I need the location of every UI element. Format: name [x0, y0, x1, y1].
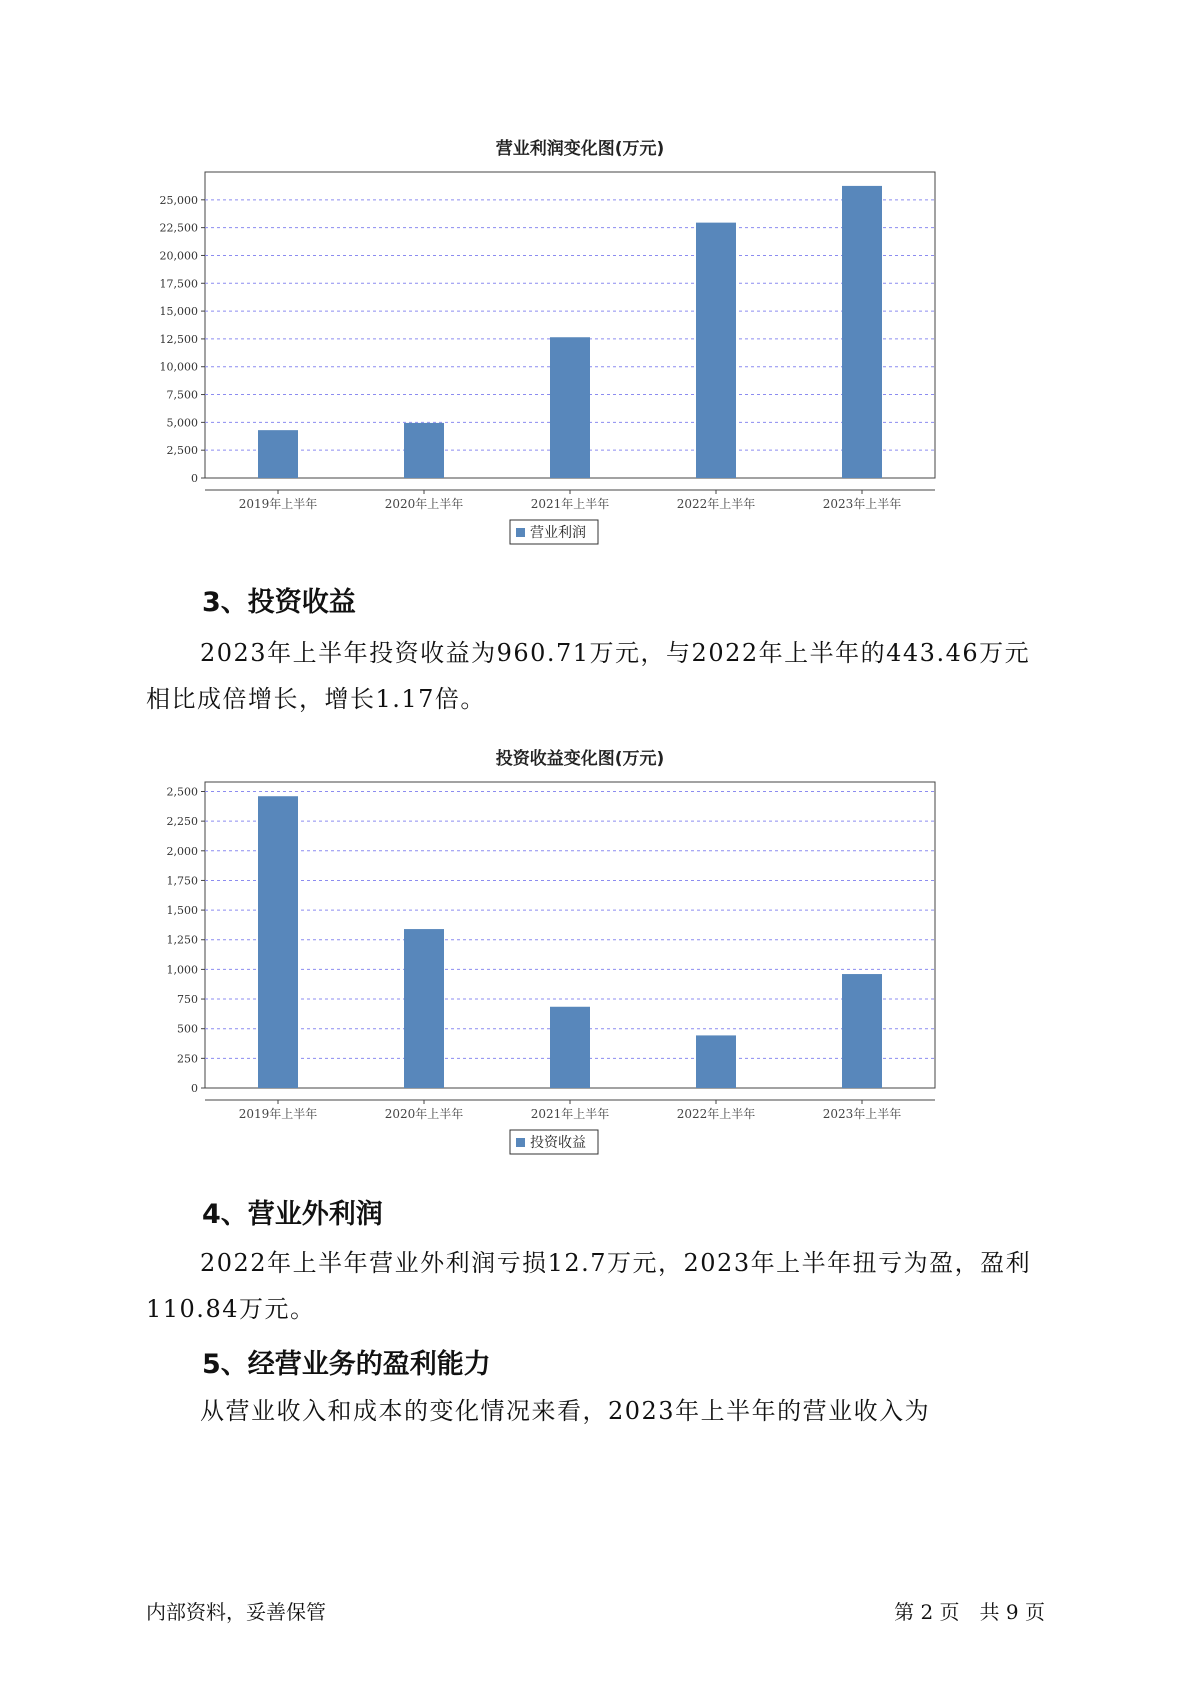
y-tick-label: 1,750	[166, 874, 198, 888]
y-tick-label: 25,000	[159, 193, 198, 207]
x-tick-label: 2022年上半年	[676, 1107, 756, 1121]
y-tick-label: 750	[177, 993, 198, 1007]
y-tick-label: 2,500	[166, 444, 198, 458]
y-tick-label: 2,500	[166, 785, 198, 799]
legend-swatch	[516, 1138, 525, 1147]
y-tick-label: 5,000	[166, 416, 198, 430]
footer-confidential-note: 内部资料，妥善保管	[146, 1600, 326, 1624]
y-tick-label: 2,250	[166, 815, 198, 829]
operating-profit-chart	[140, 132, 1020, 562]
section-3-heading: 3、投资收益	[202, 587, 356, 618]
x-tick-label: 2022年上半年	[676, 497, 756, 511]
x-tick-label: 2020年上半年	[384, 1107, 464, 1121]
section-5-paragraph: 从营业收入和成本的变化情况来看，2023年上半年的营业收入为	[200, 1397, 931, 1425]
investment-income-chart	[140, 742, 1020, 1162]
y-tick-label: 0	[191, 472, 198, 485]
chart-svg	[140, 772, 1020, 1192]
y-tick-label: 7,500	[166, 388, 198, 402]
y-tick-label: 500	[177, 1022, 198, 1036]
y-tick-label: 20,000	[159, 249, 198, 263]
legend-label: 投资收益	[530, 1135, 586, 1151]
bar	[258, 430, 298, 478]
legend-label: 营业利润	[530, 525, 586, 541]
bar	[696, 1035, 736, 1088]
chart-title: 营业利润变化图(万元)	[495, 139, 665, 159]
bar	[550, 337, 590, 478]
x-tick-label: 2019年上半年	[238, 1107, 318, 1121]
y-tick-label: 2,000	[166, 844, 198, 858]
x-tick-label: 2019年上半年	[238, 497, 318, 511]
bar	[258, 796, 298, 1088]
bar	[404, 929, 444, 1088]
y-tick-label: 15,000	[159, 305, 198, 319]
y-tick-label: 10,000	[159, 360, 198, 374]
legend-swatch	[516, 528, 525, 537]
bar	[842, 186, 882, 478]
y-tick-label: 0	[191, 1082, 198, 1095]
x-tick-label: 2021年上半年	[530, 497, 610, 511]
bar	[404, 423, 444, 478]
bar	[696, 223, 736, 478]
x-tick-label: 2023年上半年	[822, 497, 902, 511]
y-tick-label: 250	[177, 1052, 198, 1066]
x-tick-label: 2021年上半年	[530, 1107, 610, 1121]
y-tick-label: 12,500	[159, 332, 198, 346]
section-3-paragraph: 2023年上半年投资收益为960.71万元，与2022年上半年的443.46万元相比成倍增长，增长1.17倍。	[146, 639, 1031, 713]
section-4-heading: 4、营业外利润	[202, 1199, 383, 1230]
footer-page-number: 第 2 页 共 9 页	[894, 1600, 1045, 1624]
bar	[842, 974, 882, 1088]
bar	[550, 1007, 590, 1088]
y-tick-label: 1,000	[166, 963, 198, 977]
x-tick-label: 2023年上半年	[822, 1107, 902, 1121]
chart-svg	[140, 162, 1020, 582]
y-tick-label: 1,250	[166, 933, 198, 947]
y-tick-label: 1,500	[166, 904, 198, 918]
y-tick-label: 17,500	[159, 277, 198, 291]
y-tick-label: 22,500	[159, 221, 198, 235]
section-5-heading: 5、经营业务的盈利能力	[202, 1349, 491, 1380]
section-4-paragraph: 2022年上半年营业外利润亏损12.7万元，2023年上半年扭亏为盈，盈利110.84万元。	[146, 1249, 1032, 1323]
x-tick-label: 2020年上半年	[384, 497, 464, 511]
chart-title: 投资收益变化图(万元)	[495, 749, 665, 769]
